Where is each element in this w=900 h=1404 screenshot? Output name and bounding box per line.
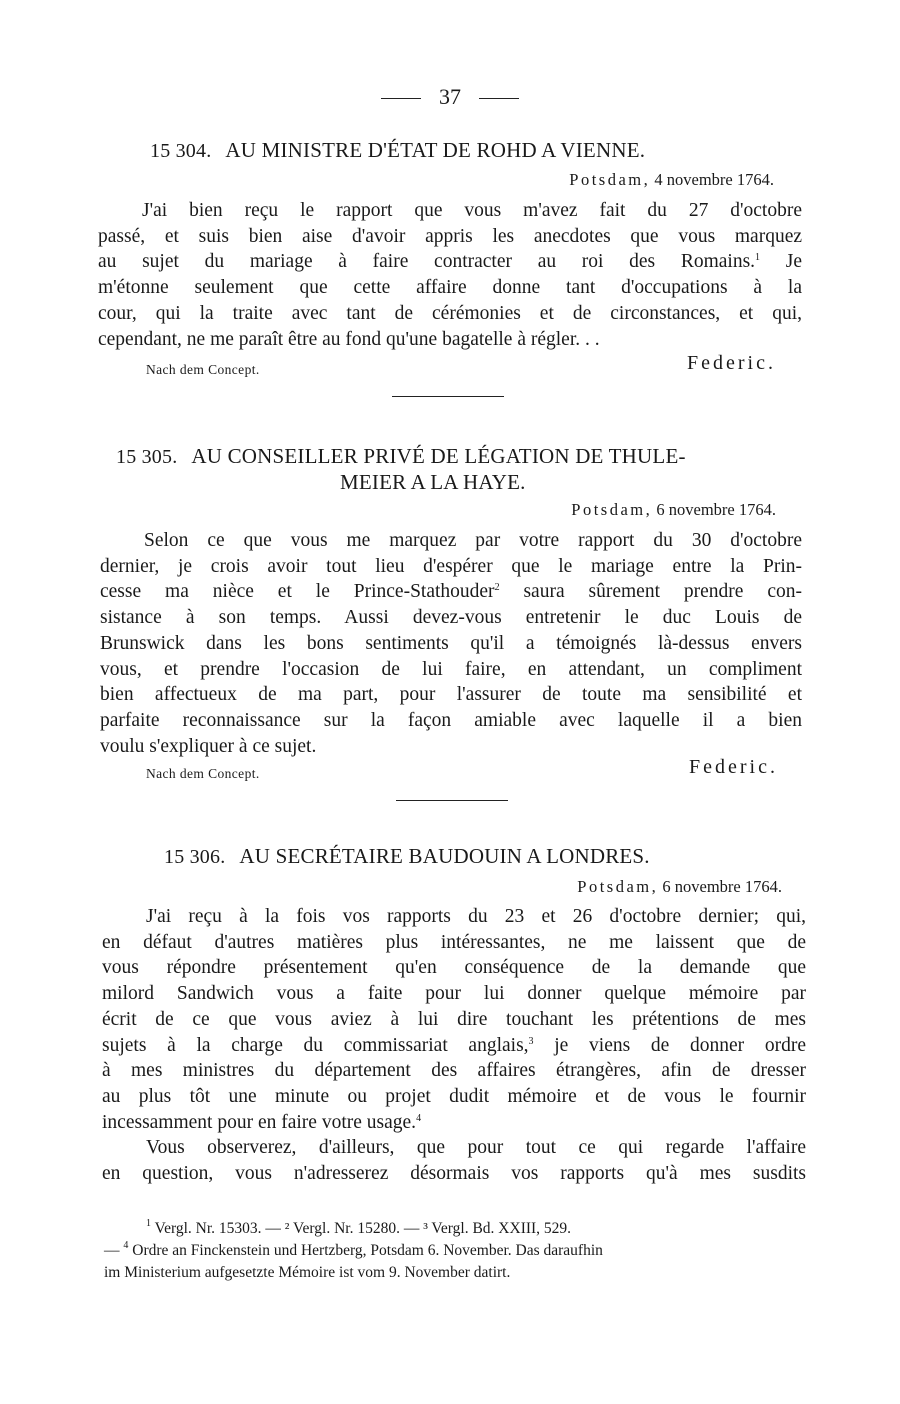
body-line: vous répondre présentement qu'en conséquence de la demande que (102, 957, 806, 979)
letter-heading: AU MINISTRE D'ÉTAT DE ROHD A VIENNE. (225, 138, 646, 162)
header-rule-right (479, 98, 519, 99)
body-line: écrit de ce que vous aviez à lui dire touchant les prétentions de mes (102, 1008, 806, 1030)
dateline-place: Potsdam, (569, 170, 651, 189)
body-line-text: sujets à la charge du commissariat anglais, (102, 1034, 529, 1056)
body-line: en défaut d'autres matières plus intéressantes, ne me laissent que de (102, 931, 806, 953)
body-line: Vous observerez, d'ailleurs, que pour tout ce qui regarde l'affaire (146, 1137, 806, 1159)
footnote-line: im Ministerium aufgesetzte Mémoire ist vom 9. November datirt. (104, 1264, 511, 1281)
letter-body (102, 904, 806, 1187)
source-note: Nach dem Concept. (146, 362, 260, 377)
body-line: voulu s'expliquer à ce sujet. (100, 735, 317, 757)
body-line (102, 1110, 806, 1136)
dateline (571, 500, 776, 520)
letter-heading: AU SECRÉTAIRE BAUDOUIN A LONDRES. (239, 844, 650, 868)
body-line: vous, et prendre l'occasion de lui faire, en attendant, un compliment (100, 658, 802, 680)
section-divider (396, 800, 508, 801)
dateline-place: Potsdam, (571, 500, 653, 519)
footnote-ref: 4 (416, 1112, 422, 1124)
dateline-date: 6 novembre 1764. (662, 877, 782, 896)
letter-body (100, 528, 802, 759)
body-line: Selon ce que vous me marquez par votre rapport du 30 d'octobre (144, 530, 802, 551)
body-line: dernier, je crois avoir tout lieu d'espérer que le mariage entre la Prin- (100, 555, 802, 577)
body-line (102, 1033, 806, 1059)
body-line: J'ai bien reçu le rapport que vous m'avez fait du 27 d'octobre (142, 200, 802, 221)
dateline-date: 6 novembre 1764. (656, 500, 776, 519)
letter-number: 15 305. (116, 446, 178, 468)
body-line: cour, qui la traite avec tant de cérémonies et de circonstances, et qui, (98, 302, 802, 324)
footnote-text: Ordre an Finckenstein und Hertzberg, Potsdam 6. November. Das daraufhin (132, 1242, 603, 1259)
body-line (98, 249, 802, 275)
signature: Federic. (689, 756, 778, 778)
body-line-end: Je (785, 251, 802, 273)
letter-title (150, 138, 645, 163)
body-line: en question, vous n'adresserez désormais vos rapports qu'à mes susdits (102, 1163, 806, 1185)
letter-title (116, 444, 686, 469)
footnote-ref: 2 (494, 582, 500, 594)
page-header (0, 84, 900, 110)
body-line-end: saura sûrement prendre con- (523, 581, 802, 603)
letter-heading: AU CONSEILLER PRIVÉ DE LÉGATION DE THULE- (191, 444, 686, 468)
signature: Federic. (687, 352, 776, 374)
body-line: sistance à son temps. Aussi devez-vous entretenir le duc Louis de (100, 607, 802, 629)
body-line: milord Sandwich vous a faite pour lui donner quelque mémoire par (102, 983, 806, 1005)
body-line-text: incessamment pour en faire votre usage. (102, 1111, 417, 1133)
body-line: parfaite reconnaissance sur la façon amiable avec laquelle il a bien (100, 709, 802, 731)
body-line: m'étonne seulement que cette affaire donne tant d'occupations à la (98, 277, 802, 299)
dateline (577, 877, 782, 897)
footnote-line (104, 1218, 808, 1240)
body-line: au plus tôt une minute ou projet dudit mémoire et de vous le fournir (102, 1085, 806, 1107)
footnote-line (104, 1240, 808, 1262)
footnote-text: Vergl. Nr. 15303. — ² Vergl. Nr. 15280. — ³ Vergl. Bd. XXIII, 529. (154, 1220, 572, 1237)
body-line (100, 579, 802, 605)
page-number: 37 (439, 84, 461, 109)
body-line: Brunswick dans les bons sentiments qu'il a témoignés là-dessus envers (100, 632, 802, 654)
footnotes (104, 1218, 808, 1284)
source-note: Nach dem Concept. (146, 766, 260, 781)
body-line: J'ai reçu à la fois vos rapports du 23 et 26 d'octobre dernier; qui, (146, 906, 806, 927)
body-line: à mes ministres du département des affaires étrangères, afin de dresser (102, 1060, 806, 1082)
letter-number: 15 304. (150, 140, 212, 162)
dateline (569, 170, 774, 190)
footnote-marker: 1 (146, 1218, 151, 1229)
header-rule-left (381, 98, 421, 99)
body-line-text: cesse ma nièce et le Prince-Stathouder (100, 581, 495, 603)
footnote-ref: 1 (755, 252, 761, 264)
body-line-text: au sujet du mariage à faire contracter au roi des Romains. (98, 251, 756, 273)
footnote-marker: 4 (123, 1240, 129, 1251)
body-line-end: je viens de donner ordre (554, 1034, 806, 1056)
letter-body (98, 198, 802, 352)
letter-title-continued: MEIER A LA HAYE. (340, 470, 526, 494)
body-line: passé, et suis bien aise d'avoir appris les anecdotes que vous marquez (98, 225, 802, 247)
footnote-ref: 3 (528, 1035, 534, 1047)
section-divider (392, 396, 504, 397)
footnote-dash: — (104, 1242, 120, 1259)
letter-number: 15 306. (164, 846, 226, 868)
letter-title (164, 844, 650, 869)
dateline-place: Potsdam, (577, 877, 659, 896)
dateline-date: 4 novembre 1764. (654, 170, 774, 189)
body-line: bien affectueux de ma part, pour l'assurer de toute ma sensibilité et (100, 684, 802, 706)
body-line: cependant, ne me paraît être au fond qu'une bagatelle à régler. . . (98, 328, 600, 350)
